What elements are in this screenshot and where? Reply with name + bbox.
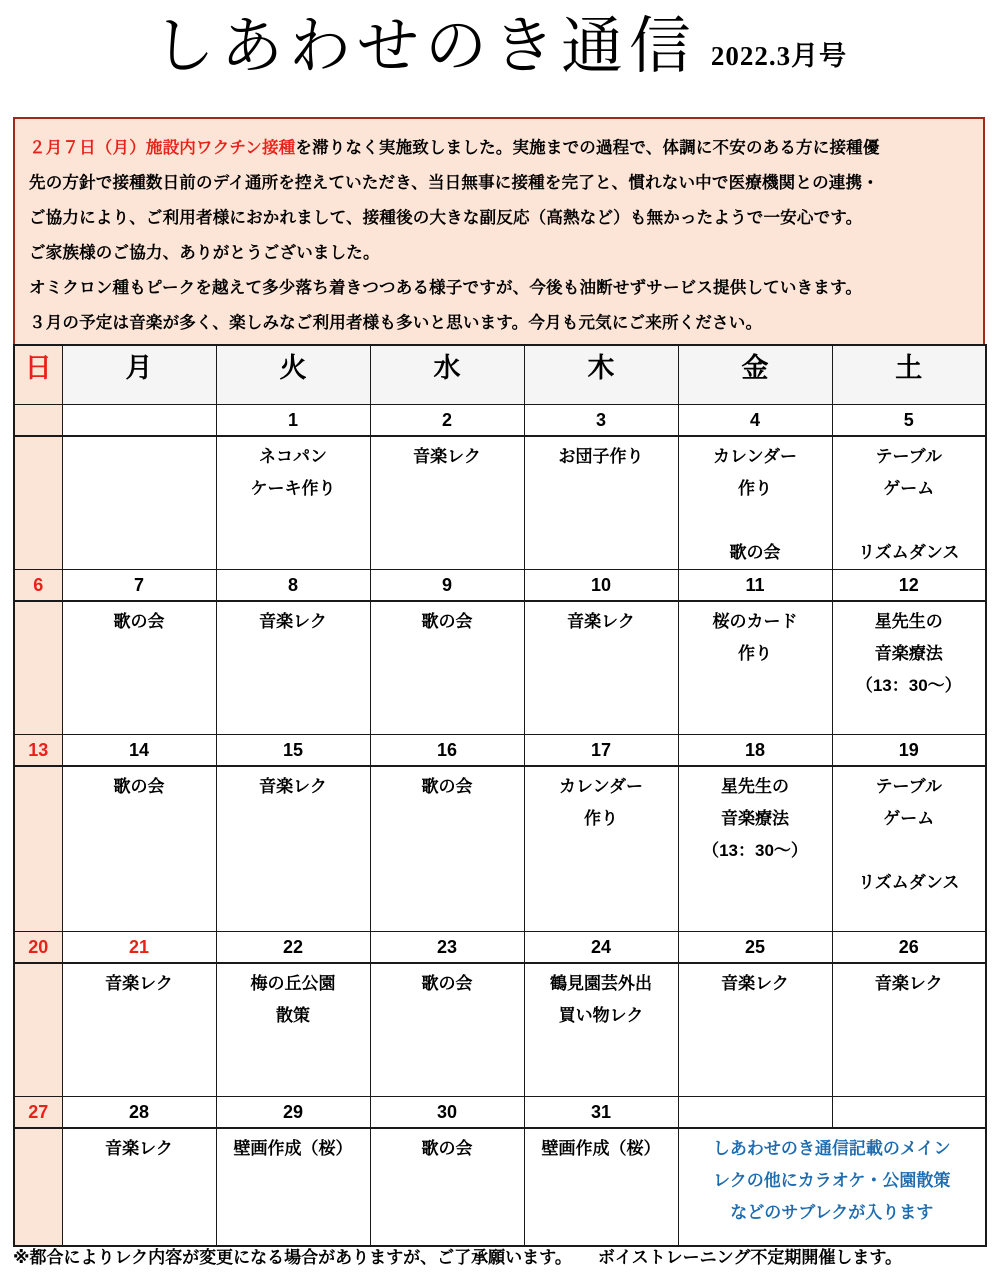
event-label: リズムダンス <box>858 873 960 892</box>
page-title: しあわせのき通信 <box>152 13 697 81</box>
notice-line-1 <box>29 131 969 166</box>
event-label: 鶴見園芸外出 <box>550 974 652 993</box>
event-cell <box>524 963 678 1097</box>
date-cell: 21 <box>62 932 216 964</box>
calendar-date-row <box>14 735 986 767</box>
event-cell <box>678 601 832 735</box>
event-label: 作り <box>584 809 618 828</box>
date-cell: 15 <box>216 735 370 767</box>
event-cell <box>62 436 216 570</box>
date-cell <box>678 1097 832 1129</box>
event-cell <box>14 1128 62 1246</box>
date-cell: 4 <box>678 405 832 437</box>
event-label: ケーキ作り <box>250 479 336 498</box>
calendar-event-row <box>14 601 986 735</box>
event-label: 歌の会 <box>113 612 165 631</box>
date-cell: 5 <box>832 405 986 437</box>
event-cell <box>216 436 370 570</box>
event-label: 音楽レク <box>259 612 327 631</box>
notice-line-3: ご協力により、ご利用者様におかれまして、接種後の大きな副反応（高熱など）も無かったようで一安心です。 <box>29 209 863 227</box>
weekday-header-日: 日 <box>14 345 62 405</box>
date-cell <box>14 405 62 437</box>
calendar-date-row <box>14 932 986 964</box>
footer-note-right: ボイストレーニング不定期開催します。 <box>597 1248 902 1267</box>
event-label: 音楽レク <box>105 974 173 993</box>
date-cell: 24 <box>524 932 678 964</box>
date-cell: 31 <box>524 1097 678 1129</box>
event-cell <box>62 1128 216 1246</box>
calendar-event-row <box>14 766 986 932</box>
date-cell: 1 <box>216 405 370 437</box>
calendar-date-row <box>14 1097 986 1129</box>
event-label: 音楽療法 <box>721 809 789 828</box>
event-spacer <box>833 505 986 537</box>
date-cell: 11 <box>678 570 832 602</box>
calendar-event-row <box>14 963 986 1097</box>
date-cell: 28 <box>62 1097 216 1129</box>
event-label: リズムダンス <box>858 543 960 562</box>
weekday-header-土: 土 <box>832 345 986 405</box>
calendar-container <box>13 344 985 1247</box>
event-cell <box>14 963 62 1097</box>
footer <box>13 1243 985 1268</box>
date-cell: 25 <box>678 932 832 964</box>
event-label: カレンダー <box>559 777 643 796</box>
event-cell <box>524 766 678 932</box>
event-label: カレンダー <box>713 447 797 466</box>
calendar-body <box>14 405 986 1247</box>
event-label: テーブル <box>875 777 942 796</box>
event-label: 音楽レク <box>874 974 943 993</box>
date-cell: 22 <box>216 932 370 964</box>
date-cell: 13 <box>14 735 62 767</box>
date-cell: 29 <box>216 1097 370 1129</box>
date-cell: 16 <box>370 735 524 767</box>
event-spacer <box>833 835 986 867</box>
event-cell <box>370 1128 524 1246</box>
event-label: 歌の会 <box>421 1139 473 1158</box>
side-note-line: しあわせのき通信記載のメイン <box>712 1139 951 1158</box>
event-label: 音楽レク <box>721 974 789 993</box>
weekday-header-金: 金 <box>678 345 832 405</box>
event-cell <box>216 1128 370 1246</box>
date-cell: 8 <box>216 570 370 602</box>
date-cell: 23 <box>370 932 524 964</box>
event-label: 作り <box>738 479 772 498</box>
event-label: 音楽レク <box>259 777 327 796</box>
event-label: 音楽レク <box>567 612 635 631</box>
calendar-table <box>13 344 987 1247</box>
event-label: 星先生の <box>874 612 943 631</box>
event-cell <box>62 601 216 735</box>
weekday-header-月: 月 <box>62 345 216 405</box>
notice-line-5: オミクロン種もピークを越えて多少落ち着きつつある様子ですが、今後も油断せずサービス提供していきます。 <box>29 279 863 297</box>
event-cell <box>832 766 986 932</box>
date-cell: 12 <box>832 570 986 602</box>
notice-highlight: ２月７日（月）施設内ワクチン接種 <box>29 139 296 157</box>
event-cell <box>832 963 986 1097</box>
event-cell <box>62 766 216 932</box>
date-cell: 9 <box>370 570 524 602</box>
event-label: ゲーム <box>883 809 935 828</box>
event-cell <box>524 436 678 570</box>
date-cell: 3 <box>524 405 678 437</box>
date-cell <box>62 405 216 437</box>
date-cell: 14 <box>62 735 216 767</box>
event-cell <box>216 963 370 1097</box>
event-cell <box>678 963 832 1097</box>
calendar-event-row <box>14 436 986 570</box>
notice-line-4: ご家族様のご協力、ありがとうございました。 <box>29 244 380 262</box>
date-cell: 2 <box>370 405 524 437</box>
event-cell <box>370 436 524 570</box>
event-cell <box>216 601 370 735</box>
event-label: 買い物レク <box>558 1006 644 1025</box>
date-cell <box>832 1097 986 1129</box>
event-label: 星先生の <box>721 777 789 796</box>
event-cell <box>14 601 62 735</box>
weekday-header-火: 火 <box>216 345 370 405</box>
event-cell <box>14 436 62 570</box>
calendar-date-row <box>14 405 986 437</box>
date-cell: 6 <box>14 570 62 602</box>
event-label: 歌の会 <box>729 543 781 562</box>
calendar-event-row <box>14 1128 986 1246</box>
event-label: 散策 <box>276 1006 310 1025</box>
event-label: 壁画作成（桜） <box>541 1139 661 1158</box>
event-label: 歌の会 <box>421 974 473 993</box>
weekday-header-水: 水 <box>370 345 524 405</box>
event-cell <box>832 601 986 735</box>
date-cell: 27 <box>14 1097 62 1129</box>
calendar-header-row <box>14 345 986 405</box>
event-label: ネコパン <box>259 447 327 466</box>
date-cell: 30 <box>370 1097 524 1129</box>
event-label: 歌の会 <box>113 777 165 796</box>
event-label: （13：30〜） <box>702 841 808 860</box>
footer-note-left: ※都合によりレク内容が変更になる場合がありますが、ご了承願います。 <box>13 1248 572 1267</box>
event-label: 音楽レク <box>413 447 481 466</box>
event-label: 作り <box>738 644 772 663</box>
event-label: テーブル <box>875 447 942 466</box>
date-cell: 10 <box>524 570 678 602</box>
calendar-side-note <box>678 1128 986 1246</box>
event-cell <box>370 963 524 1097</box>
event-label: 壁画作成（桜） <box>233 1139 353 1158</box>
event-cell <box>832 436 986 570</box>
event-cell <box>370 601 524 735</box>
weekday-header-木: 木 <box>524 345 678 405</box>
notice-box <box>13 117 985 353</box>
event-label: 歌の会 <box>421 777 473 796</box>
date-cell: 26 <box>832 932 986 964</box>
event-cell <box>370 766 524 932</box>
event-cell <box>14 766 62 932</box>
event-label: 桜のカード <box>712 612 798 631</box>
event-spacer <box>679 505 832 537</box>
side-note-line: レクの他にカラオケ・公園散策 <box>713 1171 951 1190</box>
calendar-date-row <box>14 570 986 602</box>
event-cell <box>216 766 370 932</box>
event-cell <box>524 1128 678 1246</box>
date-cell: 7 <box>62 570 216 602</box>
event-label: ゲーム <box>883 479 935 498</box>
date-cell: 19 <box>832 735 986 767</box>
event-label: （13：30〜） <box>855 676 962 695</box>
notice-line-2: 先の方針で接種数日前のデイ通所を控えていただき、当日無事に接種を完了と、慣れない中で医療機関との連携・ <box>29 174 879 192</box>
date-cell: 18 <box>678 735 832 767</box>
event-label: 音楽療法 <box>874 644 943 663</box>
date-cell: 20 <box>14 932 62 964</box>
event-cell <box>678 436 832 570</box>
issue-label: 2022.3月号 <box>710 41 848 71</box>
event-cell <box>62 963 216 1097</box>
notice-line-1-rest: を滞りなく実施致しました。実施までの過程で、体調に不安のある方に接種優 <box>295 139 880 157</box>
event-cell <box>678 766 832 932</box>
side-note-line: などのサブレクが入ります <box>730 1203 934 1222</box>
notice-line-6: ３月の予定は音楽が多く、楽しみなご利用者様も多いと思います。今月も元気にご来所ください。 <box>29 314 763 332</box>
date-cell: 17 <box>524 735 678 767</box>
event-label: 歌の会 <box>421 612 473 631</box>
event-label: 音楽レク <box>105 1139 173 1158</box>
event-label: 梅の丘公園 <box>250 974 336 993</box>
event-cell <box>524 601 678 735</box>
event-label: お団子作り <box>558 447 644 466</box>
page-header <box>0 0 1000 104</box>
